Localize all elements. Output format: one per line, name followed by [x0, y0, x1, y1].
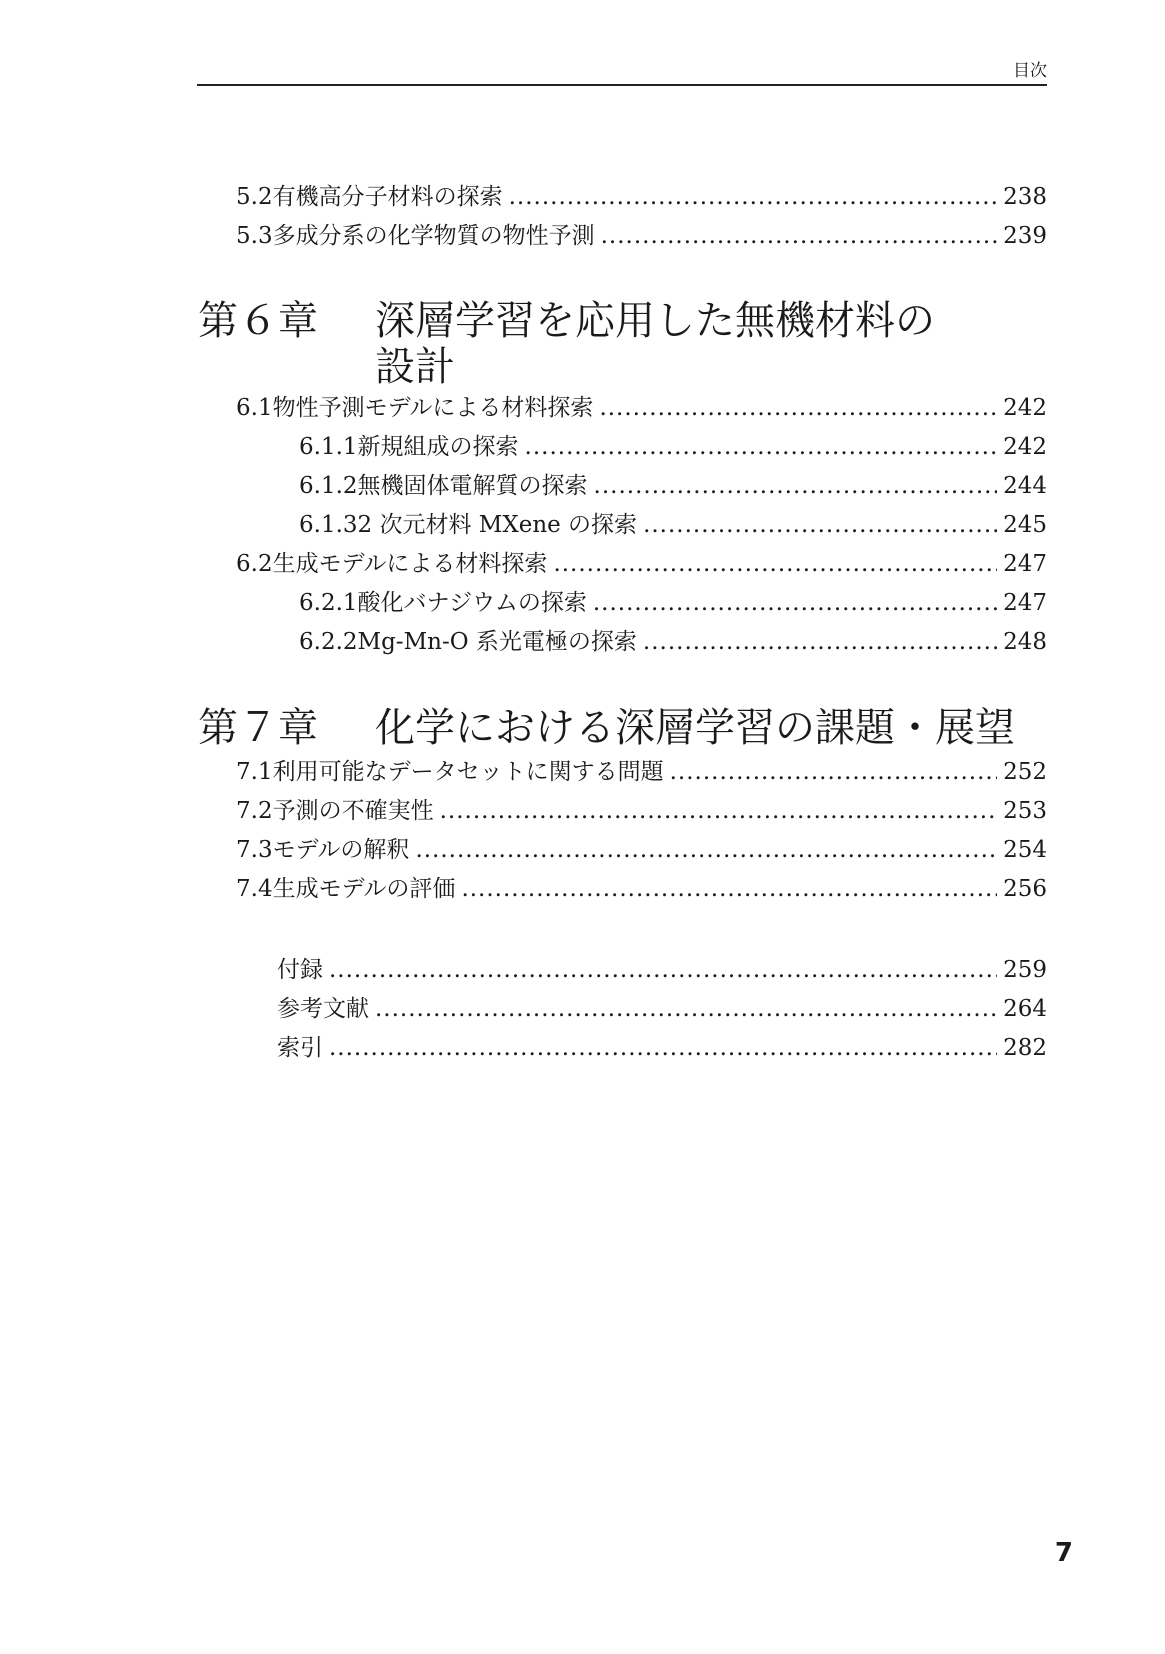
toc-entry-number: 5.2 — [236, 184, 273, 210]
dot-leader — [553, 549, 997, 579]
toc-entry-title: モデルの解釈 — [272, 837, 410, 863]
toc-entry-title: 有機高分子材料の探索 — [272, 184, 503, 210]
toc-entry-number: 6.1 — [236, 395, 273, 421]
dot-leader — [643, 510, 997, 540]
toc-entry-6-2-2[interactable] — [299, 627, 1047, 657]
dot-leader — [594, 471, 998, 501]
dot-leader — [593, 588, 997, 618]
toc-entry-page: 253 — [1003, 798, 1047, 824]
toc-entry-number: 7.2 — [236, 798, 273, 824]
dot-leader — [329, 1033, 997, 1063]
toc-entry-title: 生成モデルの評価 — [272, 876, 456, 902]
toc-entry-6-2[interactable] — [236, 549, 1047, 579]
toc-entry-title: 多成分系の化学物質の物性予測 — [272, 223, 595, 249]
toc-entry-7-4[interactable] — [236, 874, 1047, 904]
toc-entry-6-1-1[interactable] — [299, 432, 1047, 462]
toc-entry-page: 238 — [1003, 184, 1047, 210]
page-number: 7 — [1054, 1538, 1073, 1568]
toc-entry-page: 256 — [1003, 876, 1047, 902]
toc-entry-page: 282 — [1003, 1035, 1047, 1061]
toc-entry-number: 6.2.1 — [299, 590, 358, 616]
toc-entry-number: 6.2.2 — [299, 629, 358, 655]
toc-entry-title: 利用可能なデータセットに関する問題 — [272, 759, 664, 785]
toc-entry-title: 新規組成の探索 — [357, 434, 519, 460]
toc-entry-page: 247 — [1003, 551, 1047, 577]
chapter-6-heading[interactable] — [198, 298, 975, 390]
dot-leader — [525, 432, 998, 462]
toc-entry-page: 244 — [1003, 473, 1047, 499]
toc-entry-page: 239 — [1003, 223, 1047, 249]
toc-entry-title: 物性予測モデルによる材料探索 — [272, 395, 594, 421]
toc-entry-page: 242 — [1003, 434, 1047, 460]
toc-entry-title: 予測の不確実性 — [272, 798, 434, 824]
toc-entry-5-3[interactable] — [236, 221, 1047, 251]
dot-leader — [643, 627, 997, 657]
dot-leader — [461, 874, 997, 904]
toc-entry-7-1[interactable] — [236, 757, 1047, 787]
toc-entry-page: 252 — [1003, 759, 1047, 785]
toc-entry-7-3[interactable] — [236, 835, 1047, 865]
toc-entry-number: 6.1.1 — [299, 434, 358, 460]
toc-entry-number: 7.3 — [236, 837, 273, 863]
dot-leader — [415, 835, 997, 865]
toc-entry-title: 酸化バナジウムの探索 — [357, 590, 587, 616]
toc-entry-title: 参考文献 — [277, 996, 369, 1022]
toc-entry-number: 6.2 — [236, 551, 273, 577]
toc-entry-number: 6.1.2 — [299, 473, 358, 499]
toc-entry-6-2-1[interactable] — [299, 588, 1047, 618]
chapter-title-line: 化学における深層学習の課題・展望 — [375, 705, 1015, 751]
toc-entry-number: 6.1.3 — [299, 512, 358, 538]
chapter-number: 第６章 — [198, 298, 318, 344]
toc-entry-references[interactable] — [277, 994, 1047, 1024]
dot-leader — [440, 796, 998, 826]
dot-leader — [375, 994, 997, 1024]
chapter-title-line: 設計 — [375, 344, 455, 390]
toc-entry-6-1-3[interactable] — [299, 510, 1047, 540]
toc-entry-title: 生成モデルによる材料探索 — [272, 551, 548, 577]
toc-entry-index[interactable] — [277, 1033, 1047, 1063]
toc-entry-title: 索引 — [277, 1035, 323, 1061]
toc-entry-page: 242 — [1003, 395, 1047, 421]
toc-entry-page: 259 — [1003, 957, 1047, 983]
dot-leader — [601, 221, 998, 251]
dot-leader — [509, 182, 998, 212]
dot-leader — [670, 757, 998, 787]
toc-entry-6-1[interactable] — [236, 393, 1047, 423]
toc-entry-page: 248 — [1003, 629, 1047, 655]
chapter-title-line: 深層学習を応用した無機材料の — [375, 298, 935, 344]
toc-entry-number: 7.4 — [236, 876, 273, 902]
toc-entry-page: 247 — [1003, 590, 1047, 616]
toc-entry-title: 無機固体電解質の探索 — [357, 473, 588, 499]
toc-entry-title: 付録 — [277, 957, 323, 983]
chapter-7-heading[interactable] — [198, 705, 1035, 751]
chapter-title — [375, 705, 1035, 751]
toc-entry-number: 7.1 — [236, 759, 273, 785]
toc-entry-6-1-2[interactable] — [299, 471, 1047, 501]
chapter-number: 第７章 — [198, 705, 318, 751]
toc-entry-page: 264 — [1003, 996, 1047, 1022]
dot-leader — [329, 955, 997, 985]
toc-entry-page: 254 — [1003, 837, 1047, 863]
toc-entry-number: 5.3 — [236, 223, 273, 249]
toc-entry-page: 245 — [1003, 512, 1047, 538]
toc-entry-appendix[interactable] — [277, 955, 1047, 985]
toc-entry-7-2[interactable] — [236, 796, 1047, 826]
toc-entry-5-2[interactable] — [236, 182, 1047, 212]
running-header — [197, 54, 1047, 86]
toc-entry-title: 2 次元材料 MXene の探索 — [357, 512, 638, 538]
toc-entry-title: Mg-Mn-O 系光電極の探索 — [357, 629, 637, 655]
dot-leader — [599, 393, 997, 423]
chapter-title — [375, 298, 975, 390]
running-title: 目次 — [1013, 61, 1047, 81]
